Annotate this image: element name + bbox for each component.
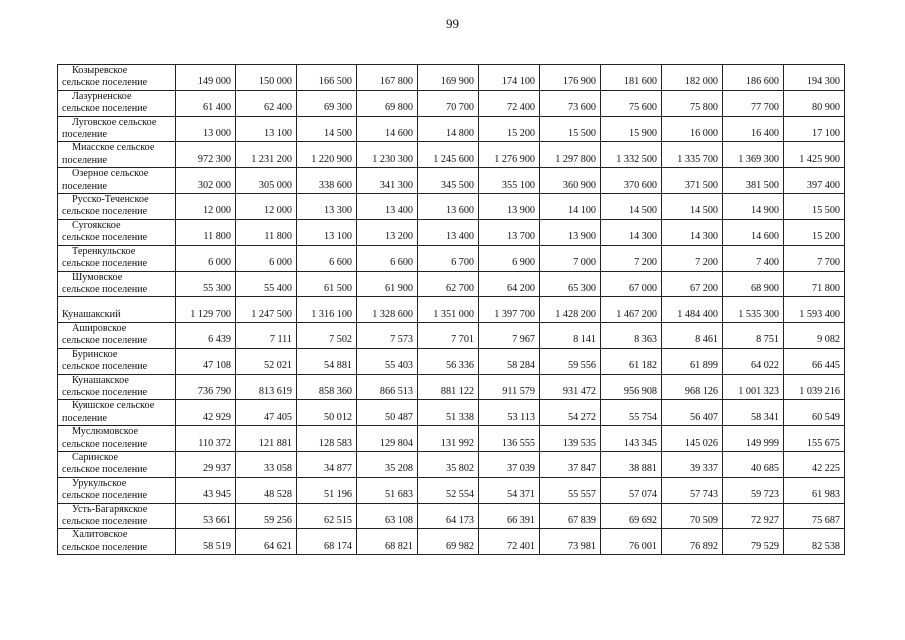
- value-cell: 70 700: [418, 90, 479, 116]
- value-cell: 13 900: [479, 194, 540, 220]
- value-cell: 69 300: [297, 90, 357, 116]
- value-cell: 8 461: [662, 322, 723, 348]
- settlement-name-cell: [58, 297, 176, 323]
- settlement-name-line1: Теренкульское: [72, 245, 136, 257]
- value-cell: 13 400: [418, 219, 479, 245]
- value-cell: 14 300: [601, 219, 662, 245]
- value-cell: 866 513: [357, 374, 418, 400]
- value-cell: 7 701: [418, 322, 479, 348]
- value-cell: 1 276 900: [479, 142, 540, 168]
- value-cell: 736 790: [176, 374, 236, 400]
- settlement-name-line2: сельское поселение: [62, 258, 148, 270]
- value-cell: 7 111: [236, 322, 297, 348]
- value-cell: 35 802: [418, 451, 479, 477]
- settlement-name-cell: [58, 65, 176, 91]
- value-cell: 55 400: [236, 271, 297, 297]
- settlement-name-line1: Сугоякское: [72, 219, 121, 231]
- value-cell: 68 174: [297, 529, 357, 555]
- data-table-container: [57, 64, 845, 555]
- value-cell: 37 039: [479, 451, 540, 477]
- value-cell: 61 400: [176, 90, 236, 116]
- settlement-name-cell: [58, 426, 176, 452]
- value-cell: 1 467 200: [601, 297, 662, 323]
- value-cell: 1 245 600: [418, 142, 479, 168]
- settlement-name-line1: Куяшское сельское: [72, 400, 155, 412]
- settlement-name-line1: Урукульское: [72, 477, 127, 489]
- settlement-name-line2: сельское поселение: [62, 464, 148, 476]
- value-cell: 14 900: [723, 194, 784, 220]
- value-cell: 13 100: [236, 116, 297, 142]
- value-cell: 33 058: [236, 451, 297, 477]
- table-row: [58, 245, 845, 271]
- value-cell: 7 200: [601, 245, 662, 271]
- value-cell: 1 425 900: [784, 142, 845, 168]
- value-cell: 131 992: [418, 426, 479, 452]
- value-cell: 56 407: [662, 400, 723, 426]
- value-cell: 7 573: [357, 322, 418, 348]
- value-cell: 6 700: [418, 245, 479, 271]
- value-cell: 62 700: [418, 271, 479, 297]
- value-cell: 143 345: [601, 426, 662, 452]
- value-cell: 13 300: [297, 194, 357, 220]
- value-cell: 75 800: [662, 90, 723, 116]
- value-cell: 121 881: [236, 426, 297, 452]
- value-cell: 194 300: [784, 65, 845, 91]
- value-cell: 55 754: [601, 400, 662, 426]
- value-cell: 370 600: [601, 168, 662, 194]
- table-row: [58, 194, 845, 220]
- value-cell: 29 937: [176, 451, 236, 477]
- settlement-name-line2: сельское поселение: [62, 232, 148, 244]
- value-cell: 182 000: [662, 65, 723, 91]
- value-cell: 72 401: [479, 529, 540, 555]
- table-row: [58, 116, 845, 142]
- value-cell: 186 600: [723, 65, 784, 91]
- value-cell: 14 600: [723, 219, 784, 245]
- value-cell: 53 113: [479, 400, 540, 426]
- value-cell: 1 351 000: [418, 297, 479, 323]
- settlement-name-cell: [58, 400, 176, 426]
- settlement-name-line2: сельское поселение: [62, 103, 148, 115]
- value-cell: 13 600: [418, 194, 479, 220]
- value-cell: 7 967: [479, 322, 540, 348]
- value-cell: 397 400: [784, 168, 845, 194]
- value-cell: 14 600: [357, 116, 418, 142]
- value-cell: 14 500: [297, 116, 357, 142]
- value-cell: 59 256: [236, 503, 297, 529]
- value-cell: 931 472: [540, 374, 601, 400]
- value-cell: 69 982: [418, 529, 479, 555]
- value-cell: 6 900: [479, 245, 540, 271]
- value-cell: 7 200: [662, 245, 723, 271]
- value-cell: 9 082: [784, 322, 845, 348]
- value-cell: 1 428 200: [540, 297, 601, 323]
- settlement-name-line1: Муслюмовское: [72, 426, 138, 438]
- value-cell: 77 700: [723, 90, 784, 116]
- value-cell: 51 338: [418, 400, 479, 426]
- value-cell: 302 000: [176, 168, 236, 194]
- value-cell: 59 556: [540, 348, 601, 374]
- value-cell: 58 341: [723, 400, 784, 426]
- table-row: [58, 400, 845, 426]
- value-cell: 13 900: [540, 219, 601, 245]
- settlement-name-cell: [58, 451, 176, 477]
- value-cell: 8 141: [540, 322, 601, 348]
- value-cell: 381 500: [723, 168, 784, 194]
- value-cell: 55 403: [357, 348, 418, 374]
- value-cell: 150 000: [236, 65, 297, 91]
- value-cell: 39 337: [662, 451, 723, 477]
- settlement-name-line1: Халитовское: [72, 529, 128, 541]
- table-row: [58, 348, 845, 374]
- value-cell: 15 500: [540, 116, 601, 142]
- value-cell: 51 196: [297, 477, 357, 503]
- settlement-name-cell: [58, 168, 176, 194]
- value-cell: 68 900: [723, 271, 784, 297]
- value-cell: 40 685: [723, 451, 784, 477]
- value-cell: 911 579: [479, 374, 540, 400]
- settlement-name-line2: сельское поселение: [62, 516, 148, 527]
- value-cell: 13 700: [479, 219, 540, 245]
- settlement-name-line1: Русско-Теченское: [72, 194, 149, 206]
- settlement-name-line1: Ашировское: [72, 322, 127, 334]
- district-name: Кунашакский: [62, 308, 121, 320]
- value-cell: 181 600: [601, 65, 662, 91]
- value-cell: 61 900: [357, 271, 418, 297]
- settlement-name-cell: [58, 322, 176, 348]
- settlement-name-line1: Озерное сельское: [72, 168, 149, 180]
- settlement-name-line2: поселение: [62, 154, 107, 166]
- value-cell: 8 751: [723, 322, 784, 348]
- value-cell: 13 100: [297, 219, 357, 245]
- value-cell: 145 026: [662, 426, 723, 452]
- value-cell: 17 100: [784, 116, 845, 142]
- settlement-name-line1: Луговское сельское: [72, 116, 157, 128]
- value-cell: 338 600: [297, 168, 357, 194]
- value-cell: 169 900: [418, 65, 479, 91]
- value-cell: 63 108: [357, 503, 418, 529]
- value-cell: 341 300: [357, 168, 418, 194]
- value-cell: 881 122: [418, 374, 479, 400]
- value-cell: 176 900: [540, 65, 601, 91]
- settlement-name-cell: [58, 116, 176, 142]
- settlement-name-line1: Саринское: [72, 451, 119, 463]
- settlement-name-cell: [58, 219, 176, 245]
- settlement-name-line2: поселение: [62, 129, 107, 141]
- value-cell: 1 335 700: [662, 142, 723, 168]
- value-cell: 956 908: [601, 374, 662, 400]
- value-cell: 1 328 600: [357, 297, 418, 323]
- value-cell: 66 445: [784, 348, 845, 374]
- value-cell: 55 300: [176, 271, 236, 297]
- value-cell: 71 800: [784, 271, 845, 297]
- value-cell: 1 230 300: [357, 142, 418, 168]
- settlement-name-line2: сельское поселение: [62, 386, 148, 398]
- value-cell: 69 692: [601, 503, 662, 529]
- value-cell: 139 535: [540, 426, 601, 452]
- value-cell: 64 200: [479, 271, 540, 297]
- value-cell: 51 683: [357, 477, 418, 503]
- value-cell: 34 877: [297, 451, 357, 477]
- table-row: [58, 503, 845, 529]
- settlement-name-cell: [58, 90, 176, 116]
- value-cell: 1 231 200: [236, 142, 297, 168]
- value-cell: 64 022: [723, 348, 784, 374]
- value-cell: 76 892: [662, 529, 723, 555]
- settlement-name-line2: сельское поселение: [62, 77, 148, 89]
- value-cell: 61 500: [297, 271, 357, 297]
- settlement-name-cell: [58, 194, 176, 220]
- settlement-name-line1: Миасское сельское: [72, 142, 155, 154]
- table-row: [58, 529, 845, 555]
- value-cell: 13 400: [357, 194, 418, 220]
- value-cell: 14 800: [418, 116, 479, 142]
- value-cell: 38 881: [601, 451, 662, 477]
- settlement-name-line1: Усть-Багарякское: [72, 503, 148, 515]
- value-cell: 16 400: [723, 116, 784, 142]
- value-cell: 1 129 700: [176, 297, 236, 323]
- value-cell: 14 500: [662, 194, 723, 220]
- value-cell: 76 001: [601, 529, 662, 555]
- value-cell: 8 363: [601, 322, 662, 348]
- value-cell: 58 519: [176, 529, 236, 555]
- value-cell: 58 284: [479, 348, 540, 374]
- value-cell: 54 272: [540, 400, 601, 426]
- value-cell: 129 804: [357, 426, 418, 452]
- table-row: [58, 271, 845, 297]
- value-cell: 61 182: [601, 348, 662, 374]
- table-row: [58, 477, 845, 503]
- value-cell: 1 535 300: [723, 297, 784, 323]
- page-number: 99: [446, 16, 459, 31]
- table-row: [58, 374, 845, 400]
- value-cell: 80 900: [784, 90, 845, 116]
- value-cell: 65 300: [540, 271, 601, 297]
- value-cell: 6 000: [236, 245, 297, 271]
- value-cell: 858 360: [297, 374, 357, 400]
- value-cell: 305 000: [236, 168, 297, 194]
- value-cell: 72 927: [723, 503, 784, 529]
- value-cell: 56 336: [418, 348, 479, 374]
- value-cell: 67 000: [601, 271, 662, 297]
- value-cell: 72 400: [479, 90, 540, 116]
- value-cell: 62 400: [236, 90, 297, 116]
- settlement-name-line2: сельское поселение: [62, 541, 148, 553]
- settlement-name-line1: Козыревское: [72, 65, 128, 76]
- value-cell: 73 600: [540, 90, 601, 116]
- value-cell: 1 593 400: [784, 297, 845, 323]
- value-cell: 14 100: [540, 194, 601, 220]
- value-cell: 43 945: [176, 477, 236, 503]
- value-cell: 54 881: [297, 348, 357, 374]
- value-cell: 48 528: [236, 477, 297, 503]
- value-cell: 15 900: [601, 116, 662, 142]
- value-cell: 1 484 400: [662, 297, 723, 323]
- table-body: [58, 65, 845, 555]
- settlement-name-line2: сельское поселение: [62, 335, 148, 347]
- value-cell: 42 929: [176, 400, 236, 426]
- value-cell: 67 200: [662, 271, 723, 297]
- settlement-name-cell: [58, 374, 176, 400]
- value-cell: 73 981: [540, 529, 601, 555]
- value-cell: 6 600: [357, 245, 418, 271]
- value-cell: 54 371: [479, 477, 540, 503]
- settlement-name-line2: сельское поселение: [62, 438, 148, 450]
- value-cell: 12 000: [236, 194, 297, 220]
- value-cell: 13 200: [357, 219, 418, 245]
- value-cell: 59 723: [723, 477, 784, 503]
- settlement-name-cell: [58, 271, 176, 297]
- value-cell: 7 700: [784, 245, 845, 271]
- value-cell: 136 555: [479, 426, 540, 452]
- value-cell: 174 100: [479, 65, 540, 91]
- value-cell: 149 999: [723, 426, 784, 452]
- settlement-name-line2: сельское поселение: [62, 206, 148, 218]
- value-cell: 53 661: [176, 503, 236, 529]
- table-row: [58, 168, 845, 194]
- value-cell: 1 247 500: [236, 297, 297, 323]
- value-cell: 15 200: [479, 116, 540, 142]
- value-cell: 75 600: [601, 90, 662, 116]
- value-cell: 972 300: [176, 142, 236, 168]
- value-cell: 1 316 100: [297, 297, 357, 323]
- value-cell: 57 074: [601, 477, 662, 503]
- value-cell: 6 600: [297, 245, 357, 271]
- value-cell: 14 500: [601, 194, 662, 220]
- value-cell: 75 687: [784, 503, 845, 529]
- value-cell: 60 549: [784, 400, 845, 426]
- settlement-name-cell: [58, 348, 176, 374]
- settlement-name-line2: сельское поселение: [62, 283, 148, 295]
- value-cell: 12 000: [176, 194, 236, 220]
- value-cell: 47 108: [176, 348, 236, 374]
- value-cell: 7 000: [540, 245, 601, 271]
- value-cell: 67 839: [540, 503, 601, 529]
- value-cell: 79 529: [723, 529, 784, 555]
- value-cell: 64 173: [418, 503, 479, 529]
- settlement-name-line2: поселение: [62, 412, 107, 424]
- value-cell: 47 405: [236, 400, 297, 426]
- value-cell: 61 983: [784, 477, 845, 503]
- value-cell: 355 100: [479, 168, 540, 194]
- value-cell: 167 800: [357, 65, 418, 91]
- settlement-name-line1: Кунашакское: [72, 374, 129, 386]
- value-cell: 371 500: [662, 168, 723, 194]
- value-cell: 52 554: [418, 477, 479, 503]
- value-cell: 128 583: [297, 426, 357, 452]
- settlement-name-line1: Шумовское: [72, 271, 123, 283]
- value-cell: 64 621: [236, 529, 297, 555]
- table-row: [58, 142, 845, 168]
- value-cell: 13 000: [176, 116, 236, 142]
- table-row: [58, 90, 845, 116]
- value-cell: 61 899: [662, 348, 723, 374]
- table-row: [58, 65, 845, 91]
- value-cell: 14 300: [662, 219, 723, 245]
- value-cell: 1 397 700: [479, 297, 540, 323]
- value-cell: 813 619: [236, 374, 297, 400]
- value-cell: 360 900: [540, 168, 601, 194]
- value-cell: 149 000: [176, 65, 236, 91]
- value-cell: 110 372: [176, 426, 236, 452]
- value-cell: 1 369 300: [723, 142, 784, 168]
- settlement-name-line1: Лазурненское: [72, 90, 132, 102]
- settlement-name-cell: [58, 477, 176, 503]
- value-cell: 1 332 500: [601, 142, 662, 168]
- value-cell: 62 515: [297, 503, 357, 529]
- value-cell: 11 800: [236, 219, 297, 245]
- value-cell: 11 800: [176, 219, 236, 245]
- settlement-name-line1: Буринское: [72, 348, 118, 360]
- value-cell: 68 821: [357, 529, 418, 555]
- value-cell: 1 220 900: [297, 142, 357, 168]
- value-cell: 155 675: [784, 426, 845, 452]
- table-row: [58, 219, 845, 245]
- value-cell: 50 487: [357, 400, 418, 426]
- table-row: [58, 322, 845, 348]
- settlement-name-cell: [58, 245, 176, 271]
- value-cell: 52 021: [236, 348, 297, 374]
- settlement-name-line2: сельское поселение: [62, 490, 148, 502]
- value-cell: 1 001 323: [723, 374, 784, 400]
- value-cell: 15 500: [784, 194, 845, 220]
- value-cell: 6 439: [176, 322, 236, 348]
- value-cell: 166 500: [297, 65, 357, 91]
- value-cell: 50 012: [297, 400, 357, 426]
- data-table: [57, 64, 845, 555]
- settlement-name-cell: [58, 503, 176, 529]
- value-cell: 66 391: [479, 503, 540, 529]
- value-cell: 15 200: [784, 219, 845, 245]
- value-cell: 37 847: [540, 451, 601, 477]
- value-cell: 42 225: [784, 451, 845, 477]
- value-cell: 16 000: [662, 116, 723, 142]
- settlement-name-cell: [58, 142, 176, 168]
- value-cell: 7 400: [723, 245, 784, 271]
- value-cell: 968 126: [662, 374, 723, 400]
- value-cell: 7 502: [297, 322, 357, 348]
- value-cell: 1 039 216: [784, 374, 845, 400]
- value-cell: 345 500: [418, 168, 479, 194]
- table-row: [58, 451, 845, 477]
- value-cell: 6 000: [176, 245, 236, 271]
- value-cell: 1 297 800: [540, 142, 601, 168]
- value-cell: 69 800: [357, 90, 418, 116]
- value-cell: 70 509: [662, 503, 723, 529]
- value-cell: 55 557: [540, 477, 601, 503]
- table-row: [58, 297, 845, 323]
- value-cell: 35 208: [357, 451, 418, 477]
- settlement-name-cell: [58, 529, 176, 555]
- settlement-name-line2: поселение: [62, 180, 107, 192]
- settlement-name-line2: сельское поселение: [62, 361, 148, 373]
- value-cell: 57 743: [662, 477, 723, 503]
- table-row: [58, 426, 845, 452]
- value-cell: 82 538: [784, 529, 845, 555]
